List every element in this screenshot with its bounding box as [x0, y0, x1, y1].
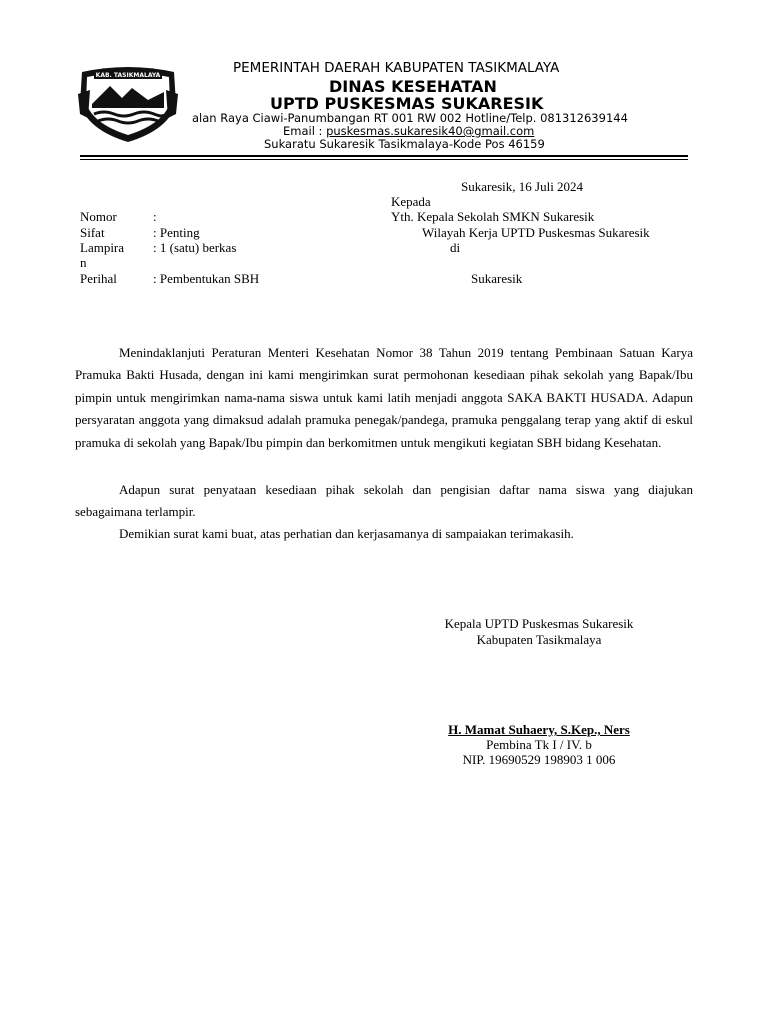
nomor-value: : — [153, 209, 157, 224]
email-link[interactable]: puskesmas.sukaresik40@gmail.com — [326, 124, 535, 138]
signatory-nip: NIP. 19690529 198903 1 006 — [462, 752, 616, 767]
place-date: Sukaresik, 16 Juli 2024 — [461, 179, 584, 194]
recipient: Yth. Kepala Sekolah SMKN Sukaresik — [391, 209, 595, 224]
sifat-value: : Penting — [153, 225, 200, 240]
kabupaten-tasikmalaya-logo — [76, 64, 180, 144]
body-paragraph-2: Adapun surat penyataan kesediaan pihak sekolah dan pengisian daftar nama siswa yang diajukan sebagaimana terlampir. — [75, 482, 693, 520]
institution-name: UPTD PUSKESMAS SUKARESIK — [270, 94, 544, 113]
sifat-label: Sifat — [80, 225, 105, 240]
letterhead-divider — [80, 155, 688, 157]
department-name: DINAS KESEHATAN — [329, 77, 497, 96]
address-line: alan Raya Ciawi-Panumbangan RT 001 RW 002 Hotline/Telp. 081312639144 — [192, 111, 628, 125]
signatory-rank: Pembina Tk I / IV. b — [486, 737, 592, 752]
lampiran-label: Lampiran — [80, 240, 125, 270]
di-label: di — [450, 240, 461, 255]
recipient-area: Wilayah Kerja UPTD Puskesmas Sukaresik — [422, 225, 650, 240]
signatory-name: H. Mamat Suhaery, S.Kep., Ners — [448, 722, 630, 737]
body-paragraph-1: Menindaklanjuti Peraturan Menteri Kesehatan Nomor 38 Tahun 2019 tentang Pembinaan Satuan Karya Pramuka Bakti Husada, dengan ini kami mengirimkan surat permohonan kesediaan pihak sekolah yang Bapak/Ibu pimpin untuk mengirimkan nama-nama siswa untuk kami latih menjadi anggota SAKA BAKTI HUSADA. Adapun persyaratan anggota yang dimaksud adalah pramuka penegak/pandega, pramuka penggalang terap yang aktif di eskul pramuka di sekolah yang Bapak/Ibu pimpin dan berkomitmen untuk mengikuti kegiatan SBH bidang Kesehatan. — [75, 345, 693, 450]
lampiran-value: : 1 (satu) berkas — [153, 240, 237, 255]
recipient-city: Sukaresik — [471, 271, 523, 286]
perihal-label: Perihal — [80, 271, 117, 286]
locality-line: Sukaratu Sukaresik Tasikmalaya-Kode Pos 46159 — [264, 137, 545, 151]
body-paragraph-3: Demikian surat kami buat, atas perhatian dan kerjasamanya di sampaiakan terimakasih. — [119, 526, 574, 541]
signatory-region: Kabupaten Tasikmalaya — [476, 632, 602, 647]
email-label: Email : — [283, 124, 327, 138]
kepada-label: Kepada — [391, 194, 431, 209]
svg-text:KAB. TASIKMALAYA: KAB. TASIKMALAYA — [95, 72, 161, 79]
signatory-title: Kepala UPTD Puskesmas Sukaresik — [444, 616, 634, 631]
nomor-label: Nomor — [80, 209, 117, 224]
government-name: PEMERINTAH DAERAH KABUPATEN TASIKMALAYA — [233, 60, 560, 76]
perihal-value: : Pembentukan SBH — [153, 271, 260, 286]
email-line — [283, 124, 534, 138]
letterhead-divider-thin — [80, 159, 688, 160]
